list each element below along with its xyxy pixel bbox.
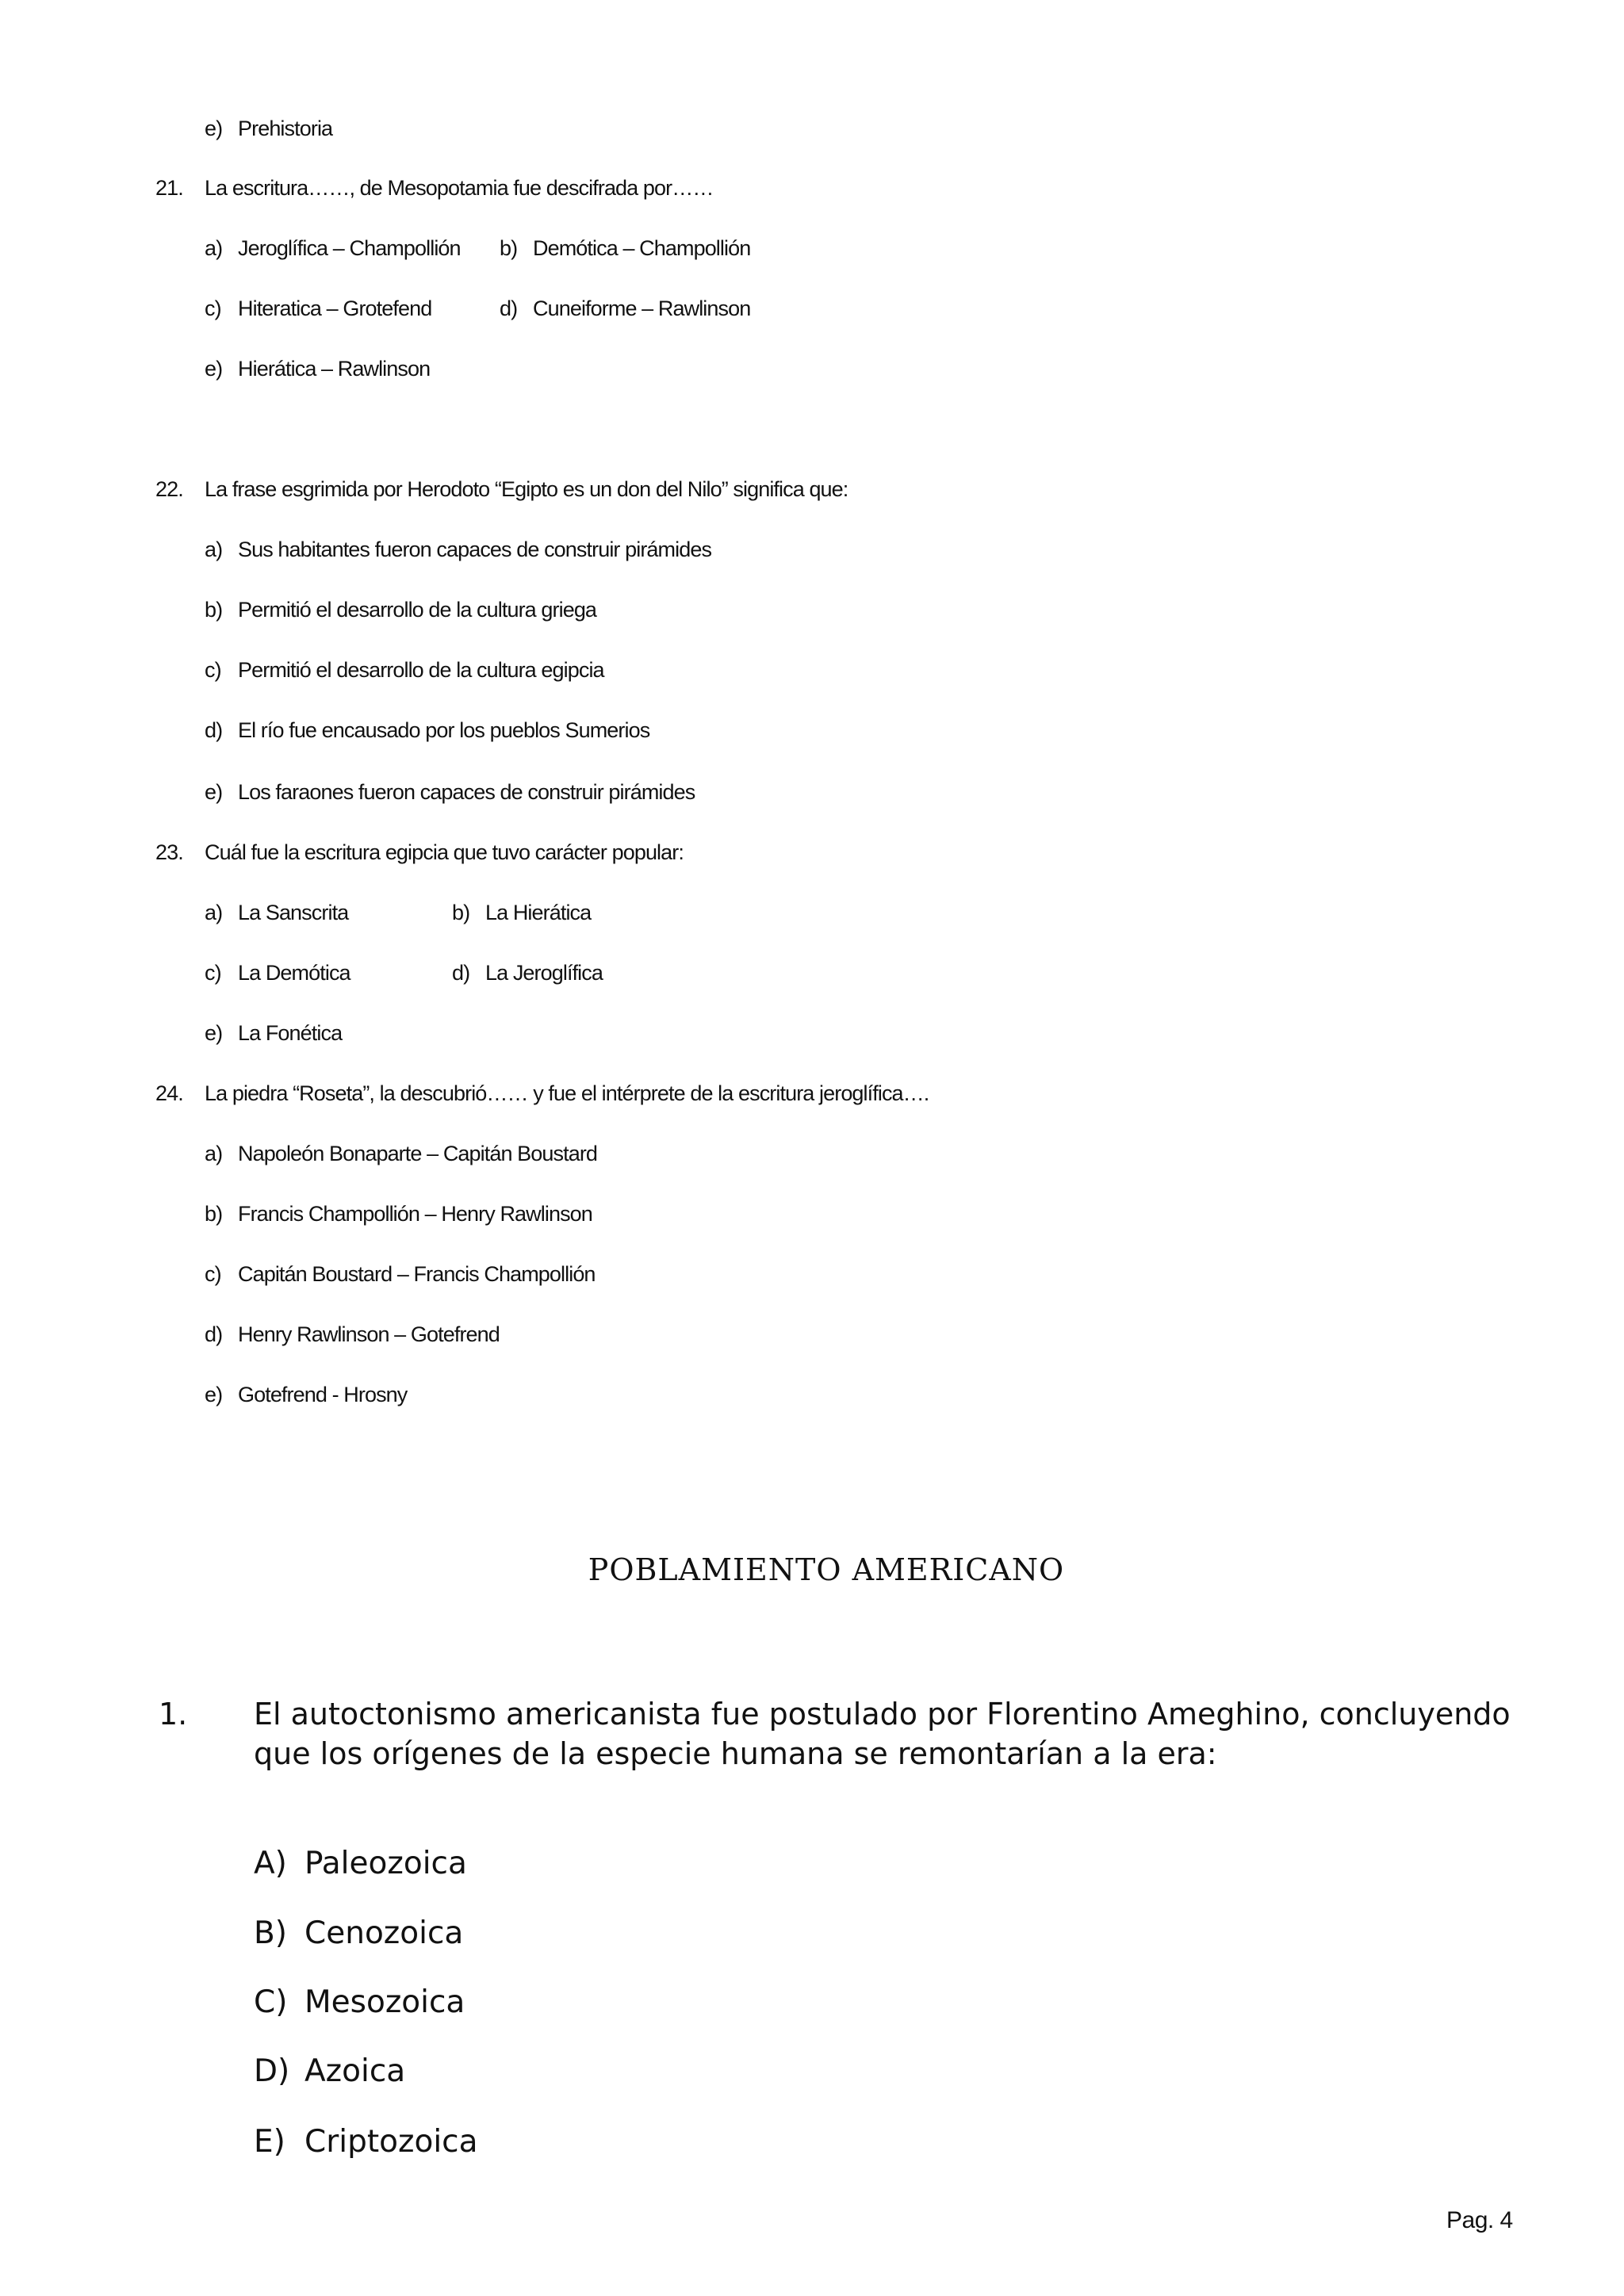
- q21-option-e: e) Hierática – Rawlinson: [205, 357, 431, 381]
- q22-option-c: c) Permitió el desarrollo de la cultura egipcia: [205, 658, 604, 682]
- p1-option-b: B) Cenozoica: [254, 1915, 464, 1951]
- question-1-number: 1.: [159, 1697, 188, 1732]
- q23-option-d: d) La Jeroglífica: [452, 961, 603, 985]
- q21-option-d: d) Cuneiforme – Rawlinson: [500, 297, 751, 320]
- p1-option-e: E) Criptozoica: [254, 2124, 478, 2160]
- question-23-number: 23.: [155, 840, 183, 864]
- q23-option-a: a) La Sanscrita: [205, 901, 349, 924]
- question-22-text: La frase esgrimida por Herodoto “Egipto es un don del Nilo” significa que:: [205, 477, 848, 501]
- question-24-text: La piedra “Roseta”, la descubrió…… y fue el intérprete de la escritura jeroglífica….: [205, 1081, 929, 1105]
- q24-option-a: a) Napoleón Bonaparte – Capitán Boustard: [205, 1142, 598, 1165]
- question-22-number: 22.: [155, 477, 183, 501]
- q23-option-b: b) La Hierática: [452, 901, 592, 924]
- p1-option-a: A) Paleozoica: [254, 1846, 467, 1881]
- q22-option-b: b) Permitió el desarrollo de la cultura griega: [205, 598, 597, 622]
- question-1-line-1: El autoctonismo americanista fue postulado por Florentino Ameghino, concluyendo: [254, 1697, 1511, 1732]
- q21-option-c: c) Hiteratica – Grotefend: [205, 297, 432, 320]
- question-23-text: Cuál fue la escritura egipcia que tuvo carácter popular:: [205, 840, 684, 864]
- question-21-number: 21.: [155, 176, 183, 200]
- q22-option-e: e) Los faraones fueron capaces de construir pirámides: [205, 780, 695, 804]
- q22-option-a: a) Sus habitantes fueron capaces de construir pirámides: [205, 538, 712, 561]
- q24-option-e: e) Gotefrend - Hrosny: [205, 1383, 408, 1406]
- q24-option-b: b) Francis Champollión – Henry Rawlinson: [205, 1202, 592, 1226]
- q22-option-d: d) El río fue encausado por los pueblos Sumerios: [205, 718, 650, 742]
- q20-option-e: e) Prehistoria: [205, 117, 333, 140]
- q23-option-c: c) La Demótica: [205, 961, 350, 985]
- question-1-line-2: que los orígenes de la especie humana se remontarían a la era:: [254, 1736, 1217, 1771]
- section-title: POBLAMIENTO AMERICANO: [588, 1552, 1065, 1587]
- q21-option-b: b) Demótica – Champollión: [500, 236, 751, 260]
- page-number: Pag. 4: [1446, 2207, 1513, 2233]
- q24-option-c: c) Capitán Boustard – Francis Champollión: [205, 1262, 596, 1286]
- q21-option-a: a) Jeroglífica – Champollión: [205, 236, 461, 260]
- p1-option-c: C) Mesozoica: [254, 1984, 465, 2020]
- question-21-text: La escritura……, de Mesopotamia fue descifrada por……: [205, 176, 714, 200]
- q24-option-d: d) Henry Rawlinson – Gotefrend: [205, 1322, 500, 1346]
- q23-option-e: e) La Fonética: [205, 1021, 343, 1045]
- p1-option-d: D) Azoica: [254, 2053, 406, 2089]
- question-24-number: 24.: [155, 1081, 183, 1105]
